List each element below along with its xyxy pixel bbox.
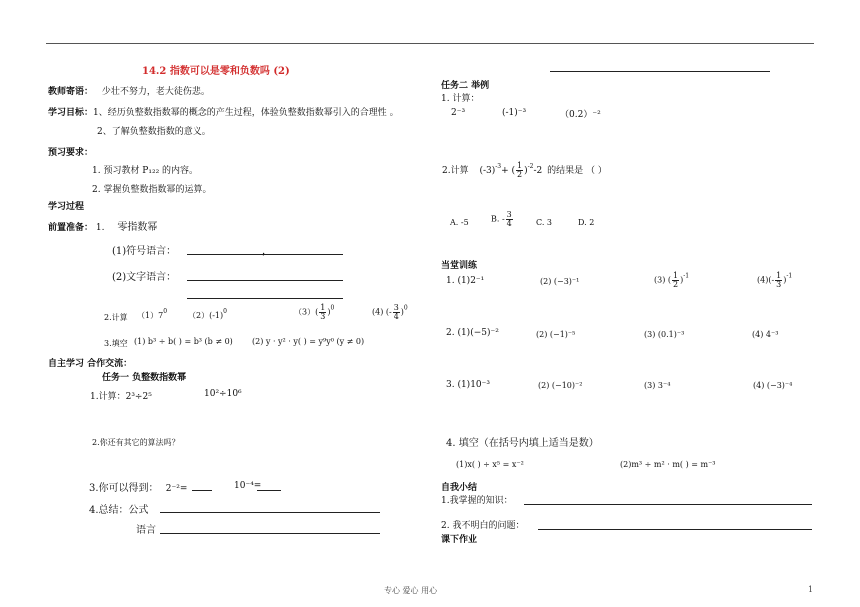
task2-item-1: 2⁻³ [451,108,466,118]
learned-label: 1.我掌握的知识： [441,496,513,506]
learning-goal-2: 2、了解负整数指数的意义。 [97,127,211,137]
teacher-message: 教师寄语： 少壮不努力，老大徒伤悲。 [48,87,210,97]
drill-1-2: (2) (−3)⁻¹ [540,277,580,286]
fill-item-1: (1) b³ ÷ b( ) = b³ (b ≠ 0) [134,337,233,346]
calc-item-3: （3）( $\frac{1}{3}$ )$^0$ [294,303,335,321]
task1-calc-2: 10²÷10⁶ [204,389,242,399]
fill-b: (2)m³ ÷ m² · m( ) = m⁻³ [620,460,716,469]
preview-item-2: 2. 掌握负整数指数幂的运算。 [92,185,212,195]
learned-blank[interactable] [524,504,812,505]
footer-motto: 专心 爱心 用心 [384,586,438,595]
choice-b[interactable]: B. - $\frac{3}{4}$ [491,210,512,228]
calc-item-4: (4) (- $\frac{3}{4}$ )$^0$ [372,303,408,321]
header-rule [46,43,814,44]
choice-d[interactable]: D. 2 [578,218,595,227]
drill-3-4: (4) (−3)⁻⁴ [753,381,793,390]
calc-item-2: $(2)(-1)^0$ [188,308,227,320]
language-blank[interactable] [160,533,380,534]
q3b: 10⁻⁴= [234,481,262,491]
drill-2-4: (4) 4⁻³ [752,330,779,339]
text-blank-2[interactable] [187,298,343,299]
summary-language: 语言 [136,525,156,536]
choice-c[interactable]: C. 3 [536,218,553,227]
calc-item-1: $(1)7^0$ [137,308,168,320]
fill-title: 4. 填空（在括号内填上适当是数） [446,438,599,449]
drill-3-3: (3) 3⁻⁴ [644,381,671,390]
drill-2-2: (2) (−1)⁻⁵ [536,330,576,339]
process-label: 学习过程 [48,202,85,212]
drill-3-2: (2) (−10)⁻² [538,381,583,390]
preview-label: 预习要求： [48,148,94,158]
task2-calc: 1. 计算： [441,94,480,104]
preview-item-1: 1. 预习教材 P₁₂₂ 的内容。 [92,166,199,176]
self-summary-label: 自我小结 [441,483,478,493]
choice-a[interactable]: A. -5 [450,218,469,227]
symbol-language: (1)符号语言： [112,246,177,257]
unclear-label: 2. 我不明白的问题： [441,521,525,531]
task2-title: 任务二 举例 [441,81,490,91]
unclear-blank[interactable] [538,529,812,530]
task1-calc: 1.计算：2³÷2⁵ [90,392,152,402]
drill-1-3: (3) ( $\frac{1}{2}$ )$^{-1}$ [654,271,690,289]
task2-question-2: 2.计算 $(-3)^{-3}+$ ( $\frac{1}{2}$ )$^{-2}$-2 的结果是 （ ） [442,161,607,179]
text-blank-1[interactable] [187,280,343,281]
fill-row: 3.填空 [104,339,128,348]
page-number: 1 [808,585,814,594]
task2-item-3: （0.2）⁻² [560,110,601,120]
q3a-blank[interactable] [192,490,212,491]
drill-1-1: 1. (1)2⁻¹ [446,276,485,286]
self-study-label: 自主学习 合作交流： [48,359,133,369]
fill-a: (1)x( ) ÷ x⁵ = x⁻² [456,460,524,469]
symbol-comma: ， [262,246,272,257]
calc-row: 2.计算 [104,313,128,322]
learning-goals: 学习目标：1、经历负整数指数幂的概念的产生过程，体验负整数指数幂引入的合理性 。 [48,108,399,118]
formula-blank[interactable] [160,512,380,513]
summary-formula: 4.总结：公式 [89,505,149,516]
drill-2-3: (3) (0.1)⁻³ [644,330,685,339]
drill-3-1: 3. (1)10⁻³ [446,380,491,390]
page-title: 14.2 指数可以是零和负数吗 (2) [142,66,290,77]
q3b-blank[interactable] [257,490,281,491]
task1-question-3: 3.你可以得到： 2⁻²= [89,483,188,494]
drill-2-1: 2. (1)(−5)⁻² [446,328,499,338]
drill-label: 当堂训练 [441,261,478,271]
name-blank[interactable] [550,71,770,72]
prep-row: 前置准备： 1. 零指数幂 [48,222,158,233]
task2-item-2: (-1)⁻³ [502,108,527,118]
fill-item-2: (2) y · y² · y( ) = y⁹y⁰ (y ≠ 0) [252,337,365,346]
task1-title: 任务一 负整数指数幂 [102,373,187,383]
drill-1-4: (4)(- $\frac{1}{3}$ )$^{-1}$ [757,271,793,289]
homework-label: 课下作业 [441,535,478,545]
text-language: (2)文字语言： [112,272,177,283]
task1-question-2: 2.你还有其它的算法吗？ [92,438,180,447]
